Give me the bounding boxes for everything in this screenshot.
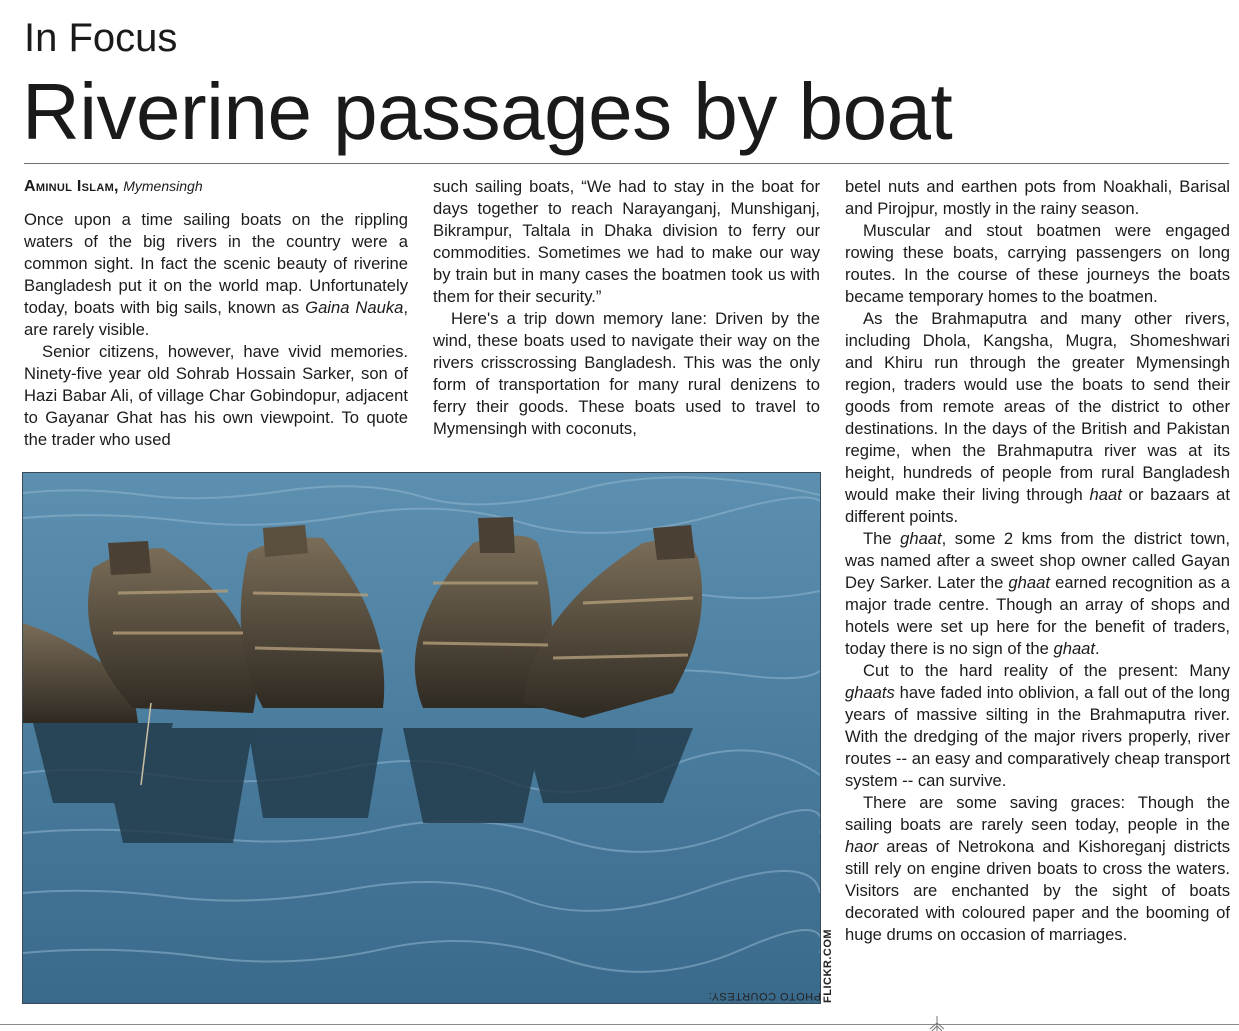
byline (24, 176, 408, 197)
page-bottom-rule (0, 1024, 1239, 1025)
paragraph: There are some saving graces: Though the sailing boats are rarely seen today, people in the haor areas of Netrokona and Kishoreganj districts still rely on engine driven boats to cross the waters. Visitors are enchanted by the sight of boats decorated with coloured paper and the booming of huge drums on occasion of marriages. (845, 793, 1230, 944)
author-location: Mymensingh (123, 178, 203, 194)
boats-illustration (23, 473, 820, 1003)
paragraph: betel nuts and earthen pots from Noakhali, Barisal and Pirojpur, mostly in the rainy season. (845, 177, 1230, 218)
paragraph: As the Brahmaputra and many other rivers, including Dhola, Kangsha, Mugra, Shomeshwari and Khiru run through the greater Mymensingh region, traders would use the boats to send their goods from remote areas of the district to other destinations. In the days of the British and Pakistan regime, when the Brahmaputra river was at its height, hundreds of people from rural Bangladesh would make their living through haat or bazaars at different points. (845, 309, 1230, 526)
section-kicker: In Focus (24, 16, 178, 60)
author-name: Aminul Islam, (24, 178, 119, 195)
paragraph: Once upon a time sailing boats on the rippling waters of the big rivers in the country were a common sight. In fact the scenic beauty of riverine Bangladesh put it on the world map. Unfortunately today, boats with big sails, known as Gaina Nauka, are rarely visible. (24, 210, 408, 339)
paragraph: Senior citizens, however, have vivid memories. Ninety-five year old Sohrab Hossain Sarker, son of Hazi Babar Ali, of village Char Gobindopur, adjacent to Gayanar Ghat has his own viewpoint. To quote the trader who used (24, 342, 408, 449)
ornament-icon (928, 1016, 946, 1031)
boats-photo (22, 472, 821, 1004)
article-column-1 (24, 176, 408, 451)
paragraph: such sailing boats, “We had to stay in the boat for days together to reach Narayanganj, Munshiganj, Bikrampur, Taltala in Dhaka division to ferry our commodities. Sometimes we had to make our way by train but in many cases the boatmen took us with them for their security.” (433, 177, 820, 306)
header-divider (24, 163, 1229, 164)
article-column-2 (433, 176, 820, 440)
article-headline: Riverine passages by boat (22, 67, 953, 156)
article-column-3 (845, 176, 1230, 946)
paragraph: The ghaat, some 2 kms from the district town, was named after a sweet shop owner called Gayan Dey Sarker. Later the ghaat earned recognition as a major trade centre. Though an array of shops and hotels were set up here for the benefit of traders, today there is no sign of the ghaat. (845, 529, 1230, 658)
paragraph: Muscular and stout boatmen were engaged rowing these boats, carrying passengers on long routes. In the course of these journeys the boats became temporary homes to the boatmen. (845, 221, 1230, 306)
paragraph: Cut to the hard reality of the present: Many ghaats have faded into oblivion, a fall out of the long years of massive silting in the Brahmaputra river. With the dredging of the major rivers properly, river routes -- an easy and comparatively cheap transport system -- can survive. (845, 661, 1230, 790)
paragraph: Here's a trip down memory lane: Driven by the wind, these boats used to navigate their way on the rivers crisscrossing Bangladesh. This was the only form of transportation for many rural denizens to ferry their goods. These boats used to travel to Mymensingh with coconuts, (433, 309, 820, 438)
